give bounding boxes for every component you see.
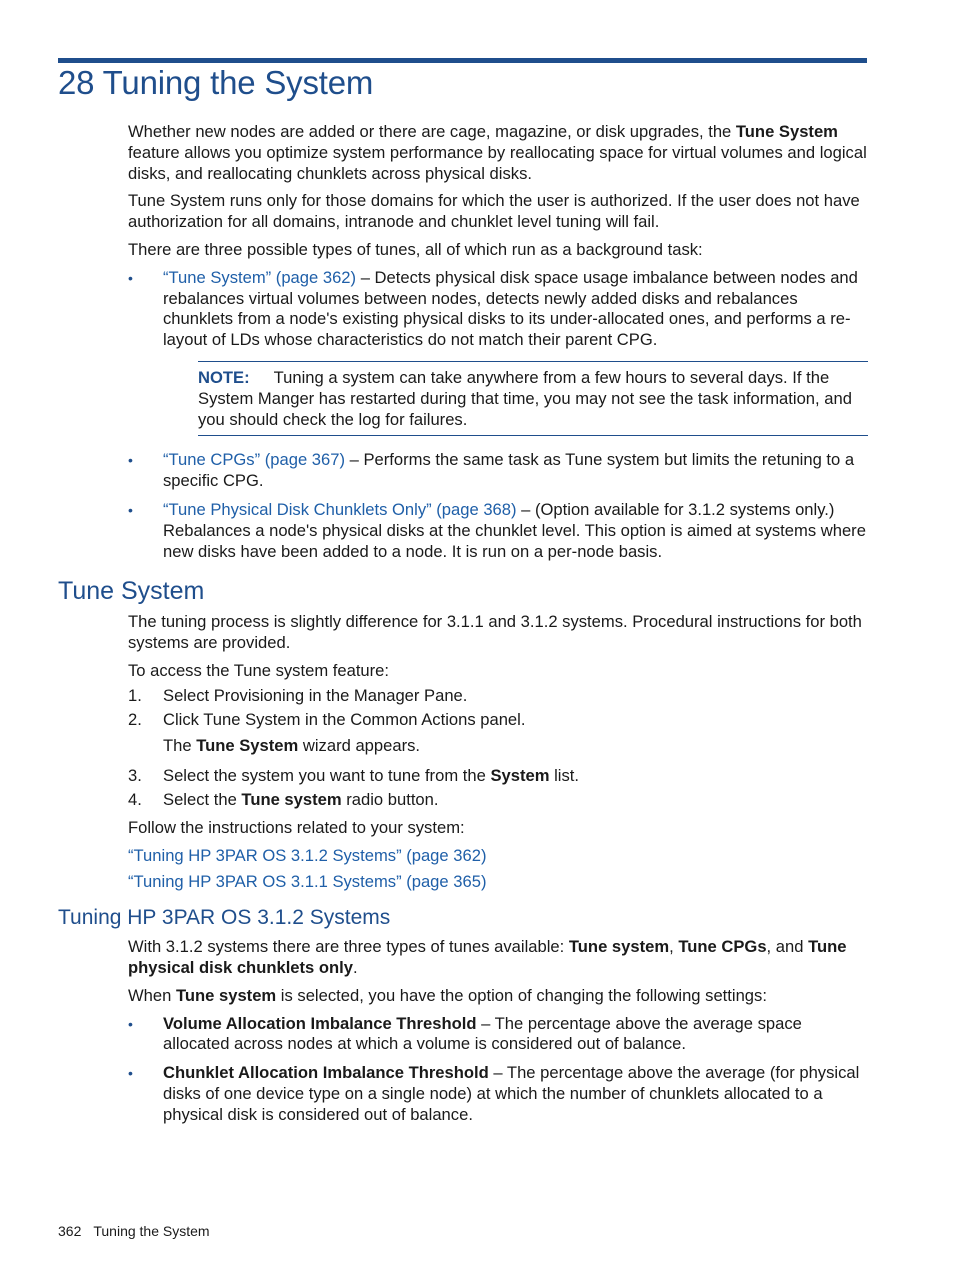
list-item: • Chunklet Allocation Imbalance Threshold – The percentage above the average (for physical disks of one device type on a single node) at which the number of chunklets allocated to a physical disk is considered out of balance. xyxy=(128,1063,860,1124)
tune-types-list xyxy=(128,268,868,563)
intro-paragraph-3: There are three possible types of tunes, all of which run as a background task: xyxy=(128,239,703,259)
tune-system-link[interactable]: “Tune System” (page 362) xyxy=(163,267,357,287)
page-body xyxy=(58,122,868,1133)
tune-system-paragraph-1: The tuning process is slightly difference for 3.1.1 and 3.1.2 systems. Procedural instructions for both systems are provided. xyxy=(128,612,862,653)
tune-pd-chunklets-link[interactable]: “Tune Physical Disk Chunklets Only” (page 368) xyxy=(163,499,517,519)
link-paragraph xyxy=(128,846,868,867)
tune-system-paragraph-2: To access the Tune system feature: xyxy=(128,660,390,680)
tuning-312-paragraph-1: With 3.1.2 systems there are three types of tunes available: Tune system, Tune CPGs, and Tune physical disk chunklets only. xyxy=(128,937,847,977)
step-item: 2. Click Tune System in the Common Actions panel. The Tune System wizard appears. xyxy=(128,710,868,758)
follow-instructions: Follow the instructions related to your system: xyxy=(128,817,465,837)
tuning-312-link[interactable]: “Tuning HP 3PAR OS 3.1.2 Systems” (page 362) xyxy=(128,845,487,865)
note-label: NOTE: xyxy=(198,367,250,387)
step-item: 1. Select Provisioning in the Manager Pane. xyxy=(128,685,468,705)
step-item: 4. Select the Tune system radio button. xyxy=(128,789,439,809)
intro-paragraph-2: Tune System runs only for those domains for which the user is authorized. If the user does not have authorization for all domains, intranode and chunklet level tuning will fail. xyxy=(128,191,860,232)
note-text: Tuning a system can take anywhere from a few hours to several days. If the System Manger has restarted during that time, you may not see the task information, and you should check the log for failures. xyxy=(198,367,852,429)
list-item: • “Tune Physical Disk Chunklets Only” (page 368) – (Option available for 3.1.2 systems only.) Rebalances a node's physical disks at the chunklet level. This option is aimed at systems where new disks have been added to a node. It is run on a per-node basis. xyxy=(128,499,866,561)
link-paragraph xyxy=(128,872,868,893)
tuning-312-paragraph-2: When Tune system is selected, you have the option of changing the following settings: xyxy=(128,985,767,1005)
bullet-icon: • xyxy=(128,501,133,518)
procedure-steps xyxy=(128,686,868,811)
list-item: • “Tune System” (page 362) – Detects physical disk space usage imbalance between nodes and rebalances virtual volumes between nodes, detects newly added disks and rebalances chunklets from a node's existing physical disks to its under-allocated ones, and performs a re-layout of LDs whose characteristics do not match their parent CPG. NOTE: Tuning a system can take anywhere from a few hours to several days. If the System Manger has restarted during that time, you may not see the task information, and you should check the log for failures. xyxy=(128,268,868,437)
tuning-311-link[interactable]: “Tuning HP 3PAR OS 3.1.1 Systems” (page 365) xyxy=(128,872,487,892)
bullet-icon: • xyxy=(128,1015,133,1032)
bullet-icon: • xyxy=(128,269,133,286)
bullet-icon: • xyxy=(128,452,133,469)
step-result: The Tune System wizard appears. xyxy=(163,736,421,756)
list-item: • Volume Allocation Imbalance Threshold – The percentage above the average space allocated across nodes at which a volume is considered out of balance. xyxy=(128,1013,802,1054)
page-number: 362 xyxy=(58,1223,82,1239)
intro-paragraph-1: Whether new nodes are added or there are cage, magazine, or disk upgrades, the Tune System feature allows you optimize system performance by reallocating space for virtual volumes and logical disks, and reallocating chunklets across physical disks. xyxy=(128,122,867,183)
step-item: 3. Select the system you want to tune from the System list. xyxy=(128,766,579,786)
chapter-rule xyxy=(58,58,867,63)
chapter-title: 28 Tuning the System xyxy=(58,64,374,101)
running-title: Tuning the System xyxy=(93,1223,210,1239)
settings-list xyxy=(128,1014,868,1126)
tune-cpgs-link[interactable]: “Tune CPGs” (page 367) xyxy=(163,450,345,470)
note-box xyxy=(198,361,868,436)
page-footer xyxy=(58,1223,210,1239)
bullet-icon: • xyxy=(128,1065,133,1082)
section-heading-tuning-312: Tuning HP 3PAR OS 3.1.2 Systems xyxy=(58,906,391,930)
list-item: • “Tune CPGs” (page 367) – Performs the same task as Tune system but limits the retuning to a specific CPG. xyxy=(128,450,855,491)
section-heading-tune-system: Tune System xyxy=(58,577,205,606)
